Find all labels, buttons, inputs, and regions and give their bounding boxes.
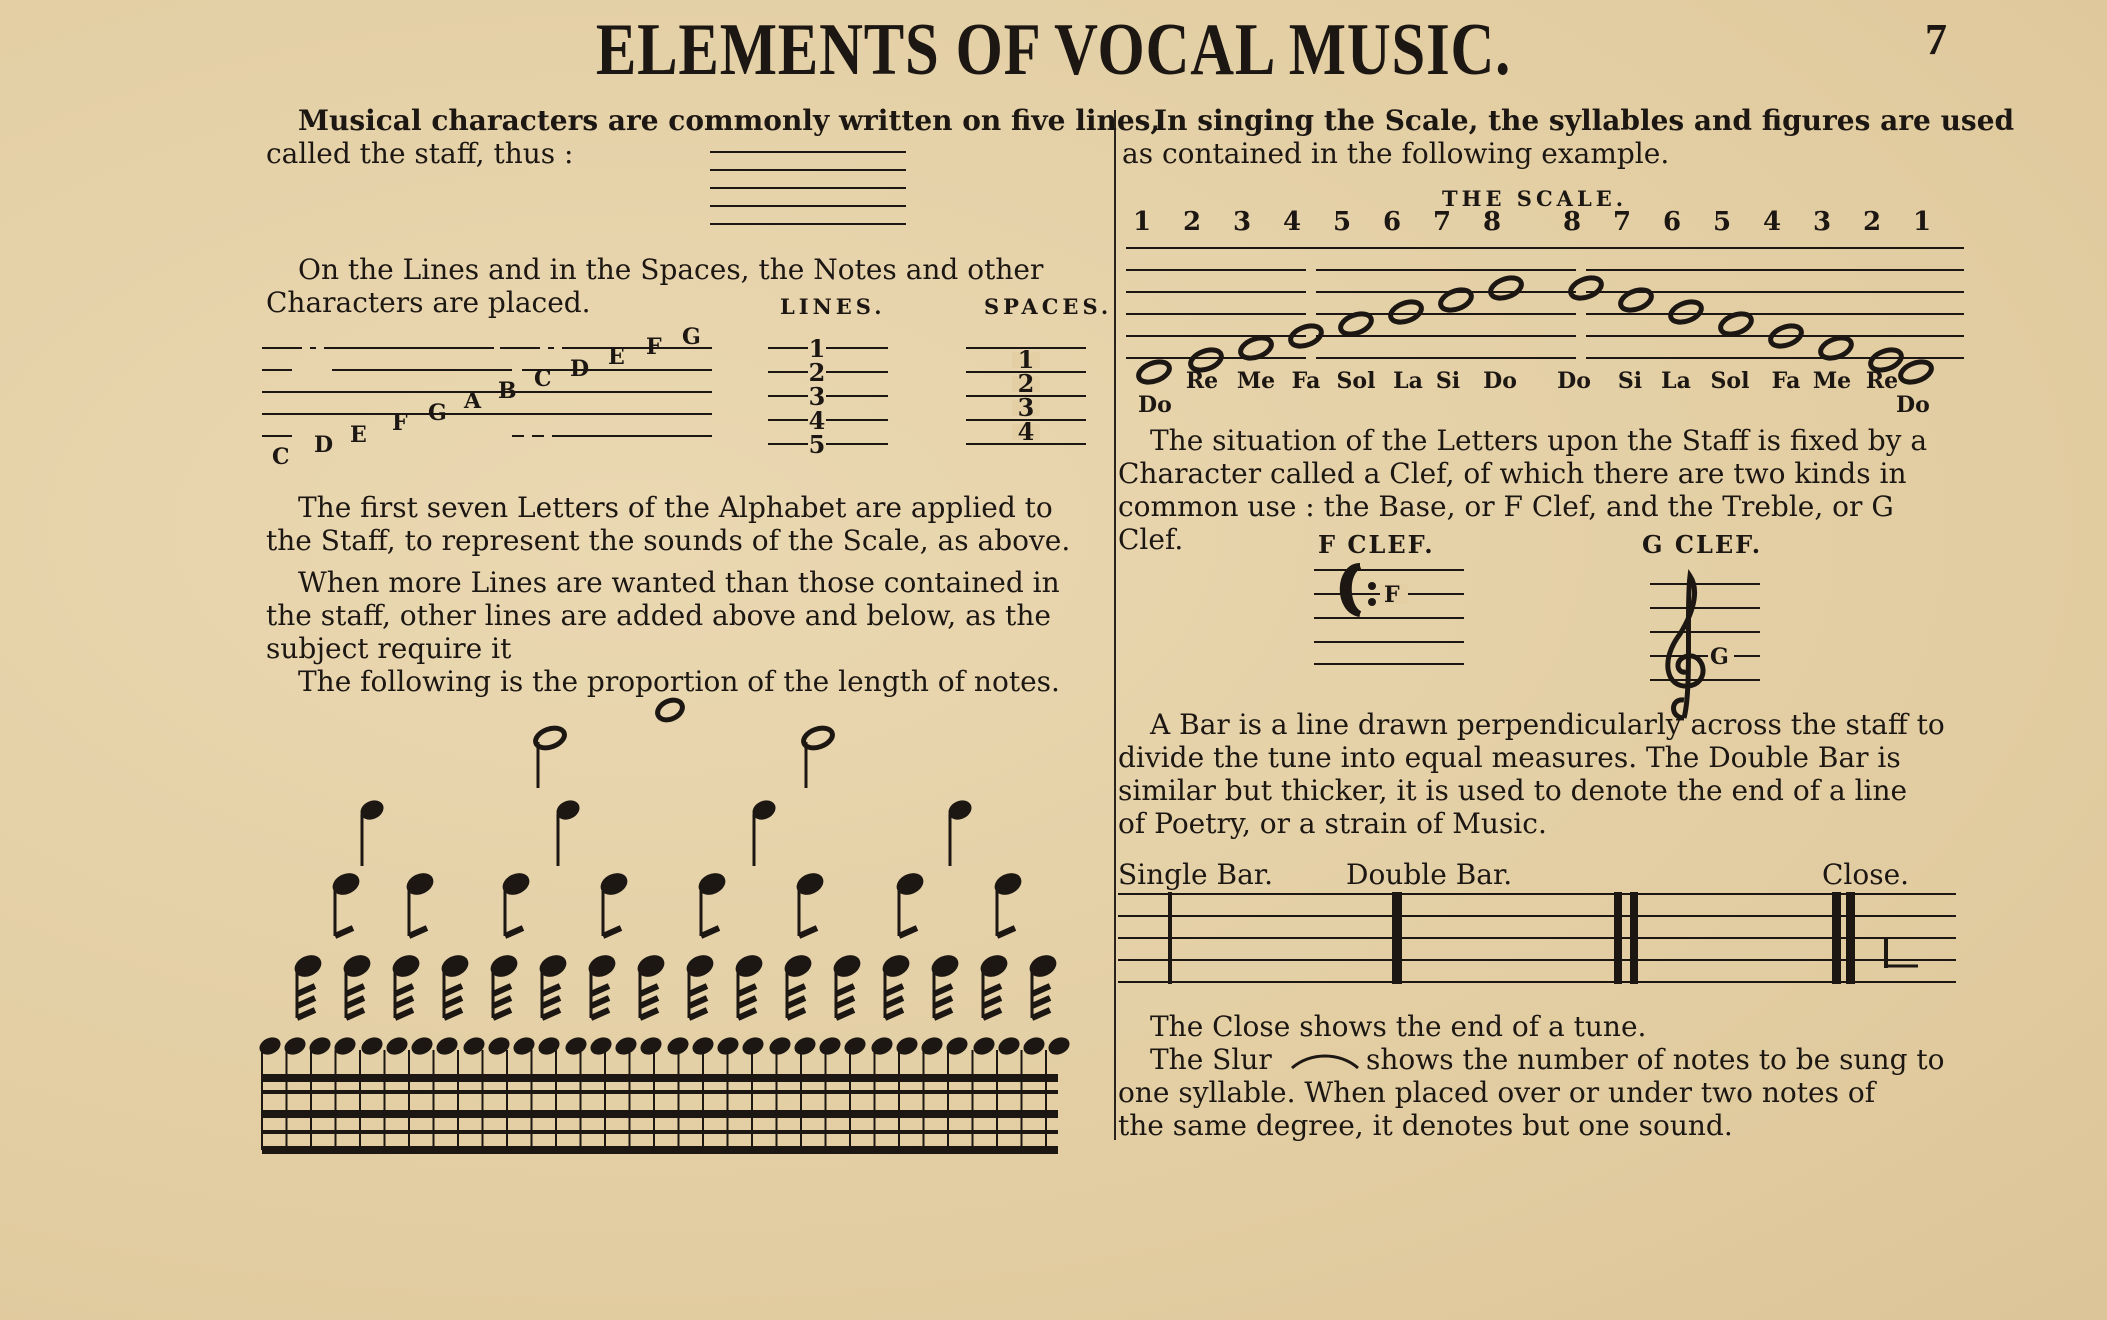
page-title: ELEMENTS OF VOCAL MUSIC. <box>595 9 1512 91</box>
syllable-up: Me <box>1236 368 1276 394</box>
f-clef-letter: F <box>1384 582 1400 608</box>
left-para-1-line-1: Musical characters are commonly written on five lines, <box>298 104 1161 137</box>
space-number-3: 3 <box>1017 393 1035 422</box>
lines-number-staff <box>768 330 898 460</box>
thirty-second-note <box>613 1034 640 1058</box>
music-note <box>978 952 1009 1018</box>
thirty-second-note <box>588 1034 615 1058</box>
quarter-note <box>553 797 582 866</box>
scale-note <box>1488 274 1524 302</box>
g-clef-staff <box>1650 568 1770 728</box>
thirty-second-note <box>359 1034 386 1058</box>
syllable-up: Si <box>1435 368 1461 394</box>
half-note <box>533 724 567 788</box>
double-bar <box>1392 892 1402 984</box>
left-para-3-line-2: the Staff, to represent the sounds of the Scale, as above. <box>266 524 1071 557</box>
staff-letter-a: A <box>464 388 482 414</box>
lines-header: LINES. <box>780 294 886 319</box>
column-divider <box>1114 110 1116 1140</box>
music-note <box>894 870 925 936</box>
do-left: Do <box>1138 392 1172 418</box>
staff-example <box>710 148 910 238</box>
syllable-down: Sol <box>1710 368 1750 394</box>
syllable-down: Do <box>1557 368 1591 394</box>
scale-number: 1 <box>1132 207 1152 237</box>
section-bar <box>1614 892 1622 984</box>
scale-note <box>1668 298 1704 326</box>
syllable-up: Do <box>1483 368 1517 394</box>
scale-header: THE SCALE. <box>1442 186 1628 211</box>
music-note <box>635 952 666 1018</box>
beam <box>262 1146 1058 1154</box>
right-para-5-line-2: one syllable. When placed over or under two notes of <box>1118 1076 1876 1109</box>
half-note <box>801 724 835 788</box>
right-para-3-line-3: similar but thicker, it is used to denote the end of a line <box>1118 774 1908 807</box>
g-clef-label: G CLEF. <box>1642 530 1763 559</box>
music-note <box>598 870 629 936</box>
thirty-second-note <box>384 1034 411 1058</box>
staff-letter-d-low: D <box>314 432 334 458</box>
beam <box>262 1090 1058 1094</box>
left-para-4-line-1: When more Lines are wanted than those contained in <box>298 566 1060 599</box>
close-label: Close. <box>1822 858 1910 891</box>
music-note <box>831 952 862 1018</box>
note-proportion-diagram <box>250 690 1090 1140</box>
thirty-second-note <box>1046 1034 1073 1058</box>
space-number-1: 1 <box>1017 345 1035 374</box>
line-number-1: 1 <box>808 334 826 363</box>
thirty-second-note <box>767 1034 794 1058</box>
left-para-4-line-3: subject require it <box>266 632 512 665</box>
music-note <box>488 952 519 1018</box>
right-para-5-line-1a: The Slur <box>1150 1043 1272 1076</box>
music-note <box>733 952 764 1018</box>
thirty-second-note <box>996 1034 1023 1058</box>
music-note <box>439 952 470 1018</box>
right-para-2-line-1: The situation of the Letters upon the Staff is fixed by a <box>1150 424 1928 457</box>
thirty-second-note <box>894 1034 921 1058</box>
syllable-down: Si <box>1617 368 1643 394</box>
music-note <box>794 870 825 936</box>
staff-letter-e-high: E <box>608 344 625 370</box>
right-para-1-line-1: In singing the Scale, the syllables and figures are used <box>1154 104 2015 137</box>
scale-number: 4 <box>1762 207 1782 237</box>
thirty-second-note <box>971 1034 998 1058</box>
scale-number: 6 <box>1662 207 1682 237</box>
scale-note <box>1618 286 1654 314</box>
space-number-4: 4 <box>1017 417 1035 446</box>
thirty-second-note <box>536 1034 563 1058</box>
thirty-second-note <box>869 1034 896 1058</box>
syllable-up: Re <box>1185 368 1219 394</box>
left-para-1-line-2: called the staff, thus : <box>266 137 574 170</box>
do-right: Do <box>1896 392 1930 418</box>
left-para-4-line-2: the staff, other lines are added above and below, as the <box>266 599 1051 632</box>
music-note <box>586 952 617 1018</box>
scale-number: 7 <box>1432 207 1452 237</box>
right-para-3-line-1: A Bar is a line drawn perpendicularly across the staff to <box>1150 708 1945 741</box>
thirty-second-note <box>842 1034 869 1058</box>
spaces-number-staff <box>966 330 1096 460</box>
beam <box>262 1130 1058 1134</box>
staff-letter-f-high: F <box>646 334 662 360</box>
left-para-2-line-2: Characters are placed. <box>266 286 591 319</box>
scale-note <box>1898 358 1934 386</box>
syllable-up: La <box>1393 368 1423 394</box>
staff-letter-c-high: C <box>534 366 552 392</box>
left-para-3-line-1: The first seven Letters of the Alphabet are applied to <box>298 491 1053 524</box>
beam <box>262 1110 1058 1118</box>
right-para-2-line-3: common use : the Base, or F Clef, and the Treble, or G <box>1118 490 1894 523</box>
space-number-2: 2 <box>1017 369 1035 398</box>
thirty-second-note <box>792 1034 819 1058</box>
scale-number: 4 <box>1282 207 1302 237</box>
scale-number: 2 <box>1182 207 1202 237</box>
music-note <box>782 952 813 1018</box>
staff-letter-d-high: D <box>570 356 590 382</box>
music-note <box>654 696 685 723</box>
f-clef-staff <box>1314 560 1474 670</box>
scale-number: 8 <box>1482 207 1502 237</box>
g-clef-icon <box>1668 576 1703 718</box>
scale-number: 3 <box>1812 207 1832 237</box>
scale-number: 2 <box>1862 207 1882 237</box>
music-note <box>880 952 911 1018</box>
beam <box>262 1074 1058 1082</box>
staff-letter-g-low: G <box>428 400 447 426</box>
music-note <box>390 952 421 1018</box>
music-note <box>500 870 531 936</box>
line-number-2: 2 <box>808 358 826 387</box>
scale-note <box>1568 274 1604 302</box>
syllable-down: La <box>1661 368 1691 394</box>
right-para-2-line-2: Character called a Clef, of which there are two kinds in <box>1118 457 1907 490</box>
scale-number: 5 <box>1332 207 1352 237</box>
single-bar-label: Single Bar. <box>1118 858 1273 891</box>
music-note <box>292 952 323 1018</box>
line-number-5: 5 <box>808 430 826 459</box>
music-note <box>684 952 715 1018</box>
f-clef-icon <box>1343 566 1376 614</box>
staff-letter-f-low: F <box>392 410 408 436</box>
quarter-note <box>945 797 974 866</box>
g-clef-letter: G <box>1710 644 1729 670</box>
right-para-2-line-4: Clef. <box>1118 523 1184 556</box>
music-note <box>330 870 361 936</box>
line-number-3: 3 <box>808 382 826 411</box>
staff-letter-e-low: E <box>350 422 367 448</box>
double-bar-label: Double Bar. <box>1346 858 1513 891</box>
thirty-second-note <box>409 1034 436 1058</box>
single-bar <box>1168 892 1172 984</box>
f-clef-label: F CLEF. <box>1318 530 1435 559</box>
thirty-second-note <box>434 1034 461 1058</box>
thirty-second-note <box>486 1034 513 1058</box>
bars-example <box>1118 886 1958 996</box>
syllable-down: Re <box>1865 368 1899 394</box>
right-para-3-line-4: of Poetry, or a strain of Music. <box>1118 807 1547 840</box>
quarter-note <box>357 797 386 866</box>
music-note <box>1027 952 1058 1018</box>
scale-note <box>1388 298 1424 326</box>
thirty-second-note <box>563 1034 590 1058</box>
thirty-second-note <box>817 1034 844 1058</box>
right-para-5-line-1b: shows the number of notes to be sung to <box>1366 1043 1945 1076</box>
scale-number: 6 <box>1382 207 1402 237</box>
line-number-4: 4 <box>808 406 826 435</box>
thirty-second-note <box>257 1034 284 1058</box>
slur-icon <box>1290 1050 1360 1072</box>
scale-number: 1 <box>1912 207 1932 237</box>
page-number: 7 <box>1925 15 1947 64</box>
spaces-header: SPACES. <box>984 294 1113 319</box>
music-note <box>537 952 568 1018</box>
music-note <box>404 870 435 936</box>
syllable-down: Fa <box>1771 368 1801 394</box>
music-note <box>696 870 727 936</box>
scale-note <box>1136 358 1172 386</box>
scale-number: 5 <box>1712 207 1732 237</box>
scale-diagram <box>1126 208 1966 418</box>
syllable-down: Me <box>1812 368 1852 394</box>
letters-staff-diagram <box>262 318 722 468</box>
left-para-2-line-1: On the Lines and in the Spaces, the Notes and other <box>298 253 1044 286</box>
scale-number: 7 <box>1612 207 1632 237</box>
quarter-note <box>749 797 778 866</box>
syllable-up: Sol <box>1336 368 1376 394</box>
right-para-5-line-3: the same degree, it denotes but one sound. <box>1118 1109 1733 1142</box>
staff-letter-b: B <box>498 378 517 404</box>
syllable-up: Fa <box>1291 368 1321 394</box>
thirty-second-note <box>511 1034 538 1058</box>
scale-number: 3 <box>1232 207 1252 237</box>
right-para-4-line-1: The Close shows the end of a tune. <box>1150 1010 1647 1043</box>
scale-number: 8 <box>1562 207 1582 237</box>
scale-note <box>1438 286 1474 314</box>
music-note <box>929 952 960 1018</box>
music-note <box>992 870 1023 936</box>
thirty-second-note <box>638 1034 665 1058</box>
staff-letter-g-high: G <box>682 324 701 350</box>
right-para-3-line-2: divide the tune into equal measures. The Double Bar is <box>1118 741 1901 774</box>
staff-letter-c-low: C <box>272 444 290 470</box>
left-para-5-line-1: The following is the proportion of the length of notes. <box>298 665 1060 698</box>
right-para-1-line-2: as contained in the following example. <box>1122 137 1670 170</box>
thirty-second-note <box>1021 1034 1048 1058</box>
music-note <box>341 952 372 1018</box>
